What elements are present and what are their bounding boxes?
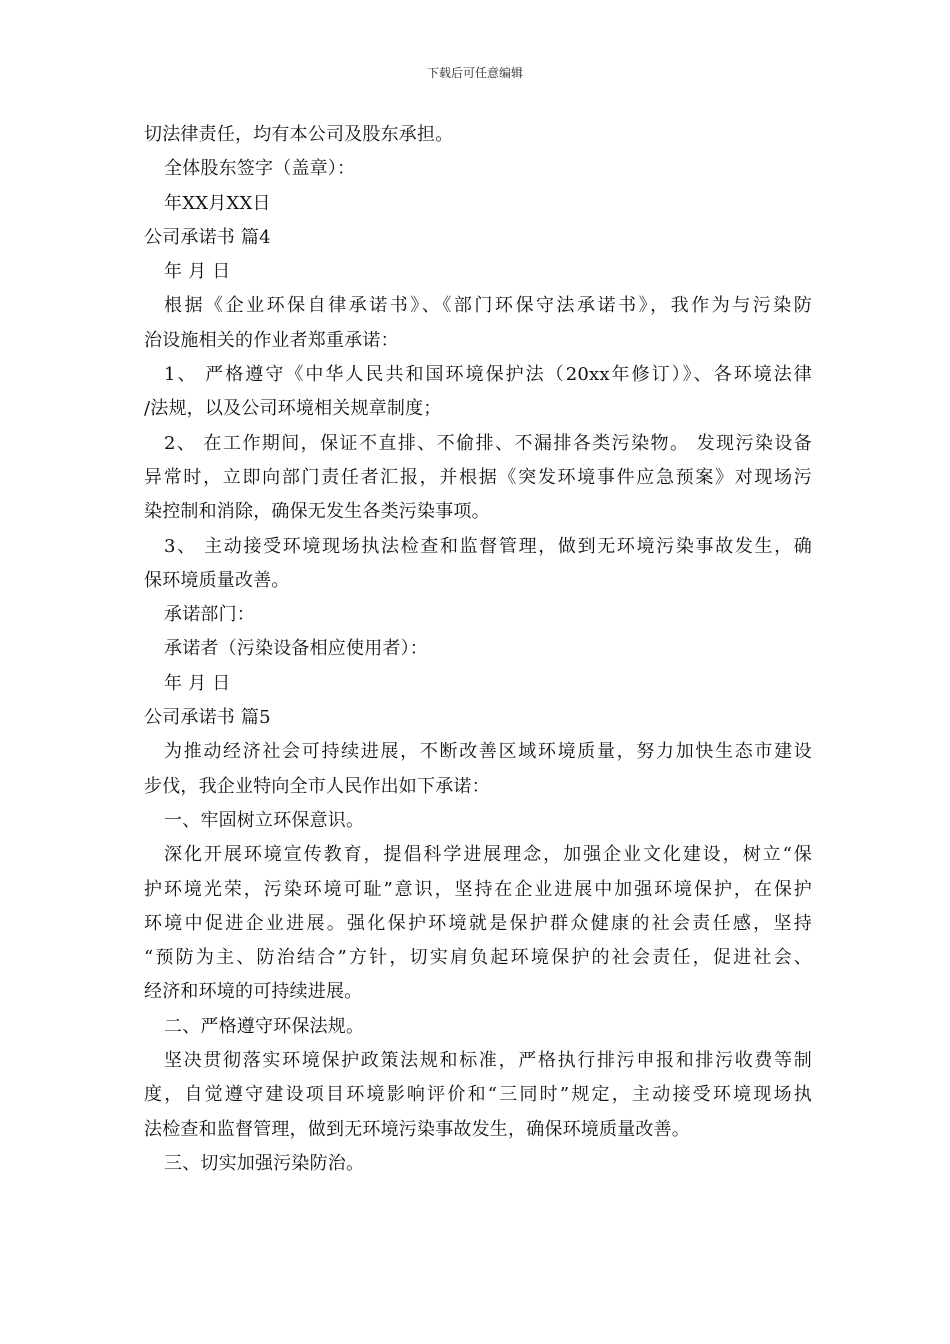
text-line: 为推动经济社会可持续进展，不断改善区域环境质量，努力加快生态市建设 <box>164 741 812 763</box>
text-line: 护环境光荣，污染环境可耻”意识，坚持在企业进展中加强环境保护，在保护 <box>144 878 812 900</box>
text-line: /法规，以及公司环境相关规章制度； <box>144 398 442 420</box>
text-line: 3、 主动接受环境现场执法检查和监督管理，做到无环境污染事故发生，确 <box>164 535 812 557</box>
text-line: 1、 严格遵守《中华人民共和国环境保护法（20xx年修订）》、各环境法律 <box>164 364 812 386</box>
text-line: 年 月 日 <box>164 261 231 283</box>
text-line: 法检查和监督管理，做到无环境污染事故发生，确保环境质量改善。 <box>144 1118 690 1140</box>
text-line: 全体股东签字（盖章）： <box>164 158 356 180</box>
text-line: 异常时，立即向部门责任者汇报，并根据《突发环境事件应急预案》对现场污 <box>144 466 812 488</box>
text-line: 年XX月XX日 <box>164 192 271 214</box>
text-line: 根据《企业环保自律承诺书》、《部门环保守法承诺书》，我作为与污染防 <box>164 295 812 317</box>
text-line: 2、 在工作期间，保证不直排、不偷排、不漏排各类污染物。 发现污染设备 <box>164 432 812 454</box>
page-header-note: 下载后可任意编辑 <box>426 66 523 80</box>
text-line: 一、牢固树立环保意识。 <box>164 809 365 831</box>
text-line: 二、严格遵守环保法规。 <box>164 1015 365 1037</box>
text-line: 承诺者（污染设备相应使用者）： <box>164 638 428 660</box>
text-line: 公司承诺书 篇5 <box>144 707 271 729</box>
text-line: 治设施相关的作业者郑重承诺： <box>144 329 399 351</box>
text-line: “预防为主、防治结合”方针，切实肩负起环境保护的社会责任，促进社会、 <box>144 947 812 969</box>
text-line: 经济和环境的可持续进展。 <box>144 981 363 1003</box>
text-line: 承诺部门： <box>164 604 255 626</box>
text-line: 深化开展环境宣传教育，提倡科学进展理念，加强企业文化建设，树立“保 <box>164 844 812 866</box>
text-line: 保环境质量改善。 <box>144 569 290 591</box>
text-line: 步伐，我企业特向全市人民作出如下承诺： <box>144 775 490 797</box>
document-body <box>144 118 812 1181</box>
text-line: 三、切实加强污染防治。 <box>164 1152 365 1174</box>
text-line: 度，自觉遵守建设项目环境影响评价和“三同时”规定，主动接受环境现场执 <box>144 1084 812 1106</box>
text-line: 切法律责任，均有本公司及股东承担。 <box>144 124 454 145</box>
text-line: 坚决贯彻落实环境保护政策法规和标准，严格执行排污申报和排污收费等制 <box>164 1050 812 1072</box>
text-line: 年 月 日 <box>164 672 231 694</box>
text-line: 染控制和消除，确保无发生各类污染事项。 <box>144 501 490 523</box>
text-line: 环境中促进企业进展。强化保护环境就是保护群众健康的社会责任感，坚持 <box>144 912 812 934</box>
text-line: 公司承诺书 篇4 <box>144 226 271 248</box>
